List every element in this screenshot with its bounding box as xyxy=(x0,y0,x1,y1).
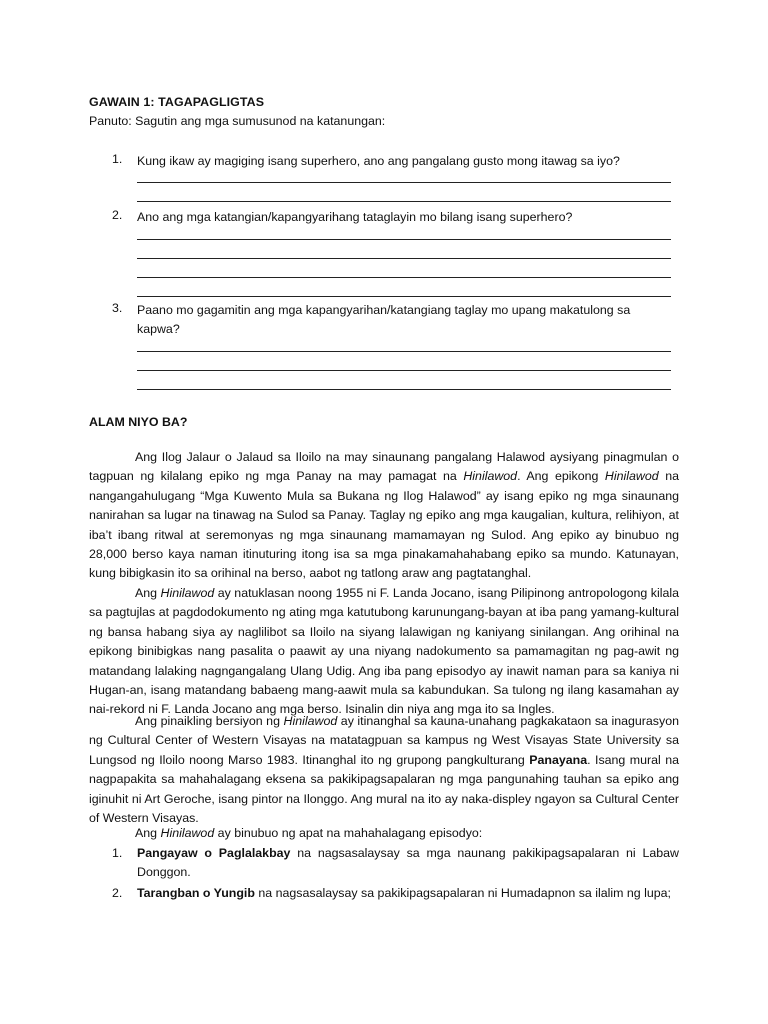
question-text: Kung ikaw ay magiging isang superhero, ano ang pangalang gusto mong itawag sa iyo? xyxy=(137,154,620,168)
answer-line[interactable] xyxy=(137,351,671,352)
instruction-text: Panuto: Sagutin ang mga sumusunod na katanungan: xyxy=(89,114,386,128)
question-number: 2. xyxy=(112,208,123,222)
episode-desc: na nagsasalaysay sa pakikipagsapalaran ni Humadapnon sa ilalim ng lupa; xyxy=(254,886,671,900)
episode-name: Pangayaw o Paglalakbay xyxy=(137,846,291,860)
paragraph-2: Ang Hinilawod ay natuklasan noong 1955 ni F. Landa Jocano, isang Pilipinong antropologong kilala sa pagtujlas at pagdodokumento ng ating mga katutubong karunungang-bayan at iba pang yamang-kultural ng bansa habang siya ay naglilibot sa Iloilo na siyang lalawigan ng kaniyang sinilangan. Ang orihinal na epikong binibigkas nang pasalita o paawit ay una niyang nadokumento sa pamamagitan ng pag-awit ng matandang lalaking nagngangalang Ulang Udig. Ang iba pang episodyo ay inawit naman para sa kaniya ni Hugan-an, isang matandang babaeng mang-aawit mula sa kabundukan. Sa tulong ng ilang kasamahan ay nai-rekord ni F. Landa Jocano ang mga berso. Isinalin din niya ang mga ito sa Ingles. xyxy=(89,586,679,717)
paragraph-3: Ang pinaikling bersiyon ng Hinilawod ay itinanghal sa kauna-unahang pagkakataon sa inagurasyon ng Cultural Center of Western Visayas na matatagpuan sa kampus ng West Visayas State University sa Lungsod ng Iloilo noong Marso 1983. Itinanghal ito ng grupong pangkulturang Panayana. Isang mural na nagpapakita sa mahahalagang eksena sa pakikipagsapalaran ng mga pangunahing tauhan sa epiko ang iginuhit ni Art Geroche, isang pintor na Ilonggo. Ang mural na ito ay naka-displey ngayon sa Cultural Center of Western Visayas. xyxy=(89,714,679,826)
answer-line[interactable] xyxy=(137,296,671,297)
section-heading: ALAM NIYO BA? xyxy=(89,415,188,429)
paragraph-1: Ang Ilog Jalaur o Jalaud sa Iloilo na may sinaunang pangalang Halawod aysiyang pinagmulan o tagpuan ng kilalang epiko ng mga Panay na may pamagat na Hinilawod. Ang epikong Hinilawod na nangangahulugang “Mga Kuwento Mula sa Bukana ng Ilog Halawod” ay isang epiko ng mga sinaunang nanirahan sa lugar na tinawag na Sulod sa Panay. Taglay ng epiko ang mga kaugalian, kultura, relihiyon, at iba’t ibang ritwal at seremonyas ng mga sinaunang mamamayan ng Sulod. Ang epiko ay binubuo ng 28,000 berso kaya naman itinuturing itong isa sa mga pinakamahahabang epiko sa mundo. Katunayan, kung bibigkasin ito sa orihinal na berso, aabot ng tatlong araw ang pagtatanghal. xyxy=(89,450,679,581)
episode-name: Tarangban o Yungib xyxy=(137,886,255,900)
answer-line[interactable] xyxy=(137,201,671,202)
answer-line[interactable] xyxy=(137,239,671,240)
question-number: 1. xyxy=(112,152,123,166)
worksheet-page: GAWAIN 1: TAGAPAGLIGTAS Panuto: Sagutin ang mga sumusunod na katanungan: 1. Kung ikaw ay magiging isang superhero, ano ang pangalang gusto mong itawag sa iyo? 2. Ano ang mga katangian/kapangyarihang tataglayin mo bilang isang superhero? 3. Paano mo gagamitin ang mga kapangyarihan/katangiang taglay mo upang makatulong sa kapwa? ALAM NIYO BA? Ang Ilog Jalaur o Jalaud sa Iloilo na may sinaunang pangalang Halawod aysiyang pinagmulan o tagpuan ng kilalang epiko ng mga Panay na may pamagat na Hinilawod. Ang epikong Hinilawod na nangangahulugang “Mga Kuwento Mula sa Bukana ng Ilog Halawod” ay isang epiko ng mga sinaunang nanirahan sa lugar na tinawag na Sulod sa Panay. Taglay ng epiko ang mga kaugalian, kultura, relihiyon, at iba’t ibang ritwal at seremonyas ng mga sinaunang mamamayan ng Sulod. Ang epiko ay binubuo ng 28,000 berso kaya naman itinuturing itong isa sa mga pinakamahahabang epiko sa mundo. Katunayan, kung bibigkasin ito sa orihinal na berso, aabot ng tatlong araw ang pagtatanghal. Ang Hinilawod ay natuklasan noong 1955 ni F. Landa Jocano, isang Pilipinong antropologong kilala sa pagtujlas at pagdodokumento ng ating mga katutubong karunungang-bayan at iba pang yamang-kultural ng bansa habang siya ay naglilibot sa Iloilo na siyang lalawigan ng kaniyang sinilangan. Ang orihinal na epikong binibigkas nang pasalita o paawit ay una niyang nadokumento sa pamamagitan ng pag-awit ng matandang lalaking nagngangalang Ulang Udig. Ang iba pang episodyo ay inawit naman para sa kaniya ni Hugan-an, isang matandang babaeng mang-aawit mula sa kabundukan. Sa tulong ng ilang kasamahan ay nai-rekord ni F. Landa Jocano ang mga berso. Isinalin din niya ang mga ito sa Ingles. Ang pinaikling bersiyon ng Hinilawod ay itinanghal sa kauna-unahang pagkakataon sa inagurasyon ng Cultural Center of Western Visayas na matatagpuan sa kampus ng West Visayas State University sa Lungsod ng Iloilo noong Marso 1983. Itinanghal ito ng grupong pangkulturang Panayana. Isang mural na nagpapakita sa mahahalagang eksena sa pakikipagsapalaran ng mga pangunahing tauhan sa epiko ang iginuhit ni Art Geroche, isang pintor na Ilonggo. Ang mural na ito ay naka-displey ngayon sa Cultural Center of Western Visayas. Ang Hinilawod ay binubuo ng apat na mahahalagang episodyo: 1. Pangayaw o Paglalakbay na nagsasalaysay sa mga naunang pakikipagsapalaran ni Labaw Donggon. 2. Tarangban o Yungib na nagsasalaysay sa pakikipagsapalaran ni Humadapnon sa ilalim ng lupa; xyxy=(89,95,679,900)
activity-title: GAWAIN 1: TAGAPAGLIGTAS xyxy=(89,95,265,109)
answer-line[interactable] xyxy=(137,389,671,390)
paragraph-4: Ang Hinilawod ay binubuo ng apat na mahahalagang episodyo: xyxy=(135,826,483,840)
episode-desc: na nagsasalaysay sa mga naunang pakikipagsapalaran ni Labaw Donggon. xyxy=(137,846,679,880)
question-text: Paano mo gagamitin ang mga kapangyarihan/katangiang taglay mo upang makatulong sa kapwa? xyxy=(137,303,631,336)
answer-line[interactable] xyxy=(137,182,671,183)
answer-line[interactable] xyxy=(137,277,671,278)
question-text: Ano ang mga katangian/kapangyarihang tataglayin mo bilang isang superhero? xyxy=(137,210,573,224)
question-number: 3. xyxy=(112,301,123,315)
answer-line[interactable] xyxy=(137,258,671,259)
answer-line[interactable] xyxy=(137,370,671,371)
